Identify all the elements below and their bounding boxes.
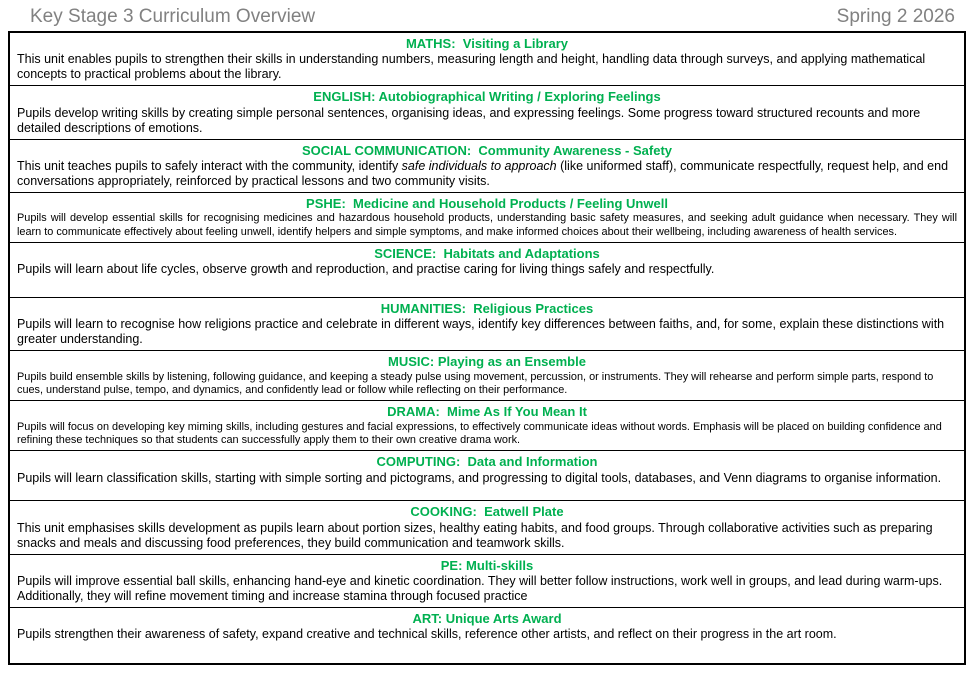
section-heading-maths: MATHS: Visiting a Library xyxy=(405,36,569,51)
section-heading-english: ENGLISH: Autobiographical Writing / Exploring Feelings xyxy=(313,89,661,105)
section-art xyxy=(10,608,964,663)
section-music xyxy=(10,351,964,401)
body-text-italic: safe individuals to approach xyxy=(401,158,557,173)
section-body-drama: Pupils will focus on developing key miming skills, including gestures and facial expressions, to effectively communicate ideas without words. Emphasis will be placed on building confidence and refining these techniques so that students can successfully apply them to their own creative drama work. xyxy=(17,420,942,446)
section-body-science: Pupils will learn about life cycles, observe growth and reproduction, and practise caring for living things safely and respectfully. xyxy=(17,262,715,277)
body-text-after: (like uniformed staff), communicate respectfully, request help, and end conversations appropriately, reinforced by practical lessons and two community visits. xyxy=(17,158,949,188)
section-heading-music: MUSIC: Playing as an Ensemble xyxy=(388,354,586,370)
section-body-english: Pupils develop writing skills by creating simple personal sentences, organising ideas, and expressing feelings. Some progress toward structured recounts and more detailed descriptions of emotions. xyxy=(17,105,921,135)
section-heading-drama: DRAMA: Mime As If You Mean It xyxy=(387,404,587,420)
section-drama xyxy=(10,401,964,451)
section-body-maths: This unit enables pupils to strengthen their skills in understanding numbers, measuring length and height, handling data through surveys, and applying mathematical concepts to practical problems about the library. xyxy=(17,52,926,82)
section-body-cooking: This unit emphasises skills development as pupils learn about portion sizes, healthy eating habits, and food groups. Through collaborative activities such as preparing snacks and meals and discussing food preferences, they build communication and teamwork skills. xyxy=(17,520,933,550)
section-humanities xyxy=(10,298,964,351)
section-body-music: Pupils build ensemble skills by listening, following guidance, and keeping a steady pulse using movement, percussion, or instruments. They will rehearse and perform simple parts, respond to cues, understand pulse, tempo, and dynamics, and confidently lead or follow while reflecting on their performance. xyxy=(17,370,934,396)
section-body-pshe: Pupils will develop essential skills for recognising medicines and hazardous household products, understanding basic safety measures, and seeking adult guidance when necessary. They will learn to communicate effectively about feeling unwell, identify helpers and simple symptoms, and make informed choices about their wellbeing, including awareness of health services. xyxy=(17,212,957,238)
section-cooking xyxy=(10,501,964,554)
section-heading-art: ART: Unique Arts Award xyxy=(412,610,562,626)
section-social-communication xyxy=(10,140,964,193)
section-heading-social-communication: SOCIAL COMMUNICATION: Community Awareness - Safety xyxy=(301,142,673,158)
section-maths xyxy=(10,33,964,86)
section-heading-science: SCIENCE: Habitats and Adaptations xyxy=(374,245,600,261)
section-computing xyxy=(10,451,964,501)
section-body-social-communication xyxy=(17,159,957,189)
section-body-humanities: Pupils will learn to recognise how religions practice and celebrate in different ways, identify key differences between faiths, and, for some, explain these distinctions with greater understanding. xyxy=(17,317,945,347)
section-body-computing: Pupils will learn classification skills, starting with simple sorting and pictograms, and progressing to digital tools, databases, and Venn diagrams to organise information. xyxy=(17,470,942,485)
section-science xyxy=(10,243,964,298)
section-english xyxy=(10,86,964,139)
page-title: Key Stage 3 Curriculum Overview xyxy=(30,6,316,27)
section-heading-humanities: HUMANITIES: Religious Practices xyxy=(380,300,594,316)
curriculum-table xyxy=(8,31,966,665)
page-header xyxy=(0,0,979,31)
section-pe xyxy=(10,555,964,608)
section-heading-pshe: PSHE: Medicine and Household Products / Feeling Unwell xyxy=(306,195,668,211)
section-body-pe: Pupils will improve essential ball skills, enhancing hand-eye and kinetic coordination. They will better follow instructions, work well in groups, and lead during warm-ups. Additionally, they will refine movement timing and increase stamina through focused practice xyxy=(17,573,943,603)
section-heading-cooking: COOKING: Eatwell Plate xyxy=(410,504,564,520)
section-body-art: Pupils strengthen their awareness of safety, expand creative and technical skills, reference other artists, and reflect on their progress in the art room. xyxy=(17,627,837,642)
body-text-before: This unit teaches pupils to safely interact with the community, identify xyxy=(17,158,402,173)
section-heading-pe: PE: Multi-skills xyxy=(440,557,534,573)
section-heading-computing: COMPUTING: Data and Information xyxy=(376,454,598,470)
term-label: Spring 2 2026 xyxy=(836,6,955,27)
section-pshe xyxy=(10,193,964,243)
